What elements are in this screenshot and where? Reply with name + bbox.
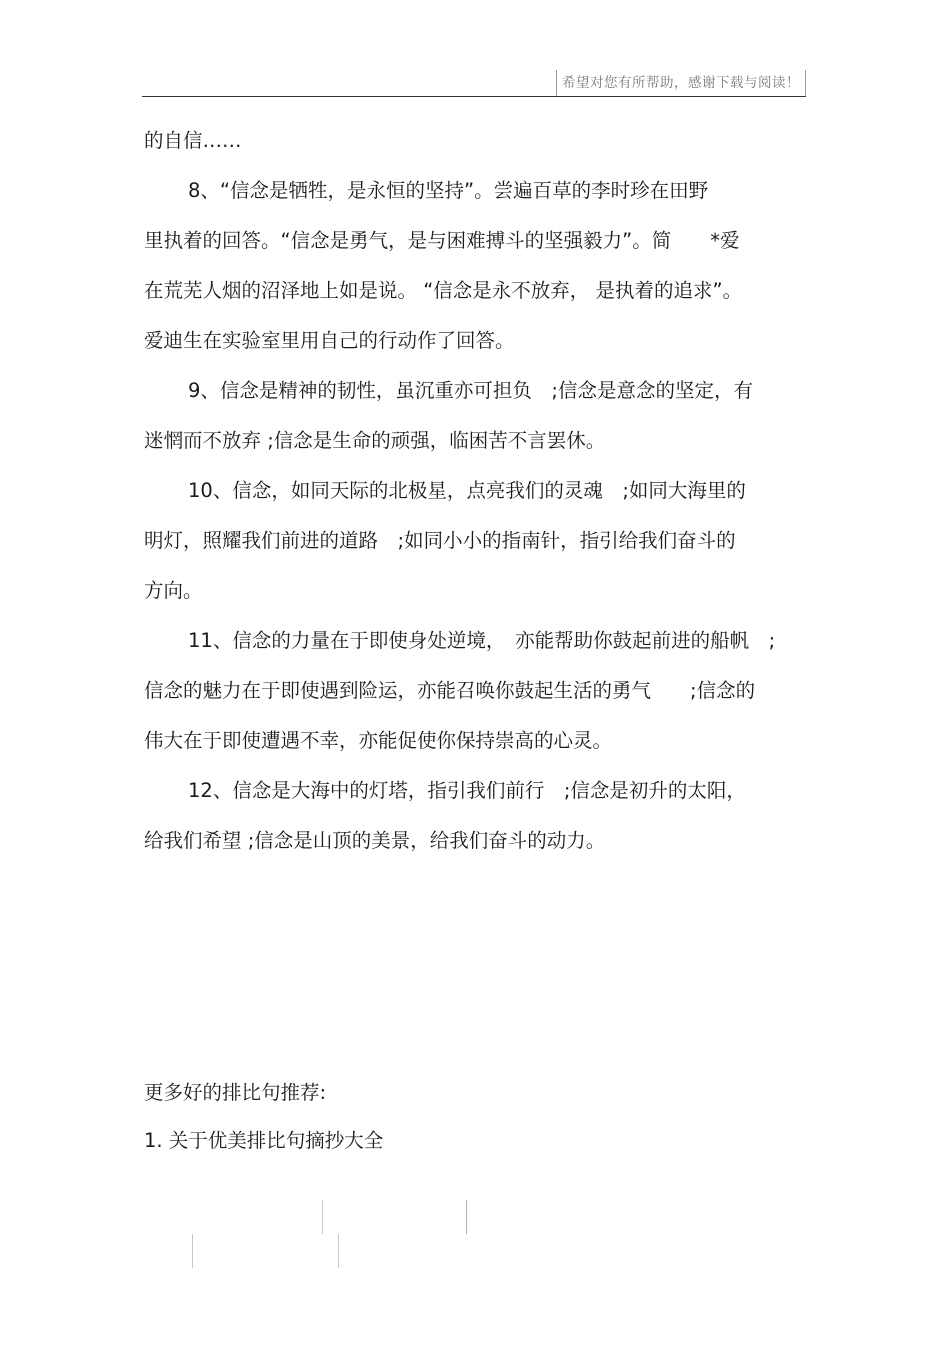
paragraph-line: 11、信念的力量在于即使身处逆境， 亦能帮助你鼓起前进的船帆 ; — [188, 629, 776, 652]
paragraph-line: 里执着的回答。“信念是勇气，是与困难搏斗的坚强毅力”。简 *爱 — [144, 229, 740, 252]
recommend-title: 更多好的排比句推荐: — [144, 1081, 327, 1104]
paragraph-line: 的自信…… — [144, 129, 242, 152]
recommend-link[interactable]: 1. 关于优美排比句摘抄大全 — [144, 1129, 384, 1152]
header-rule — [142, 96, 806, 97]
paragraph-line: 在荒芜人烟的沼泽地上如是说。 “信念是永不放弃， 是执着的追求”。 — [144, 279, 743, 302]
paragraph-line: 伟大在于即使遭遇不幸，亦能促使你保持崇高的心灵。 — [144, 729, 613, 752]
paragraph-line: 12、信念是大海中的灯塔，指引我们前行 ;信念是初升的太阳， — [188, 779, 746, 802]
paragraph-line: 给我们希望 ;信念是山顶的美景，给我们奋斗的动力。 — [144, 829, 606, 852]
paragraph-line: 方向。 — [144, 579, 203, 602]
paragraph-line: 信念的魅力在于即使遇到险运，亦能召唤你鼓起生活的勇气 ;信念的 — [144, 679, 756, 702]
faint-divider — [338, 1234, 339, 1268]
paragraph-line: 10、信念，如同天际的北极星，点亮我们的灵魂 ;如同大海里的 — [188, 479, 746, 502]
faint-divider — [322, 1200, 323, 1234]
faint-divider — [192, 1234, 193, 1268]
paragraph-line: 迷惘而不放弃 ;信念是生命的顽强，临困苦不言罢休。 — [144, 429, 606, 452]
paragraph-line: 9、信念是精神的韧性，虽沉重亦可担负 ;信念是意念的坚定，有 — [188, 379, 753, 402]
header-note: 希望对您有所帮助，感谢下载与阅读！ — [556, 70, 806, 96]
paragraph-line: 明灯，照耀我们前进的道路 ;如同小小的指南针，指引给我们奋斗的 — [144, 529, 736, 552]
faint-divider — [466, 1200, 467, 1234]
paragraph-line: 8、“信念是牺牲，是永恒的坚持”。尝遍百草的李时珍在田野 — [188, 179, 709, 202]
paragraph-line: 爱迪生在实验室里用自己的行动作了回答。 — [144, 329, 515, 352]
